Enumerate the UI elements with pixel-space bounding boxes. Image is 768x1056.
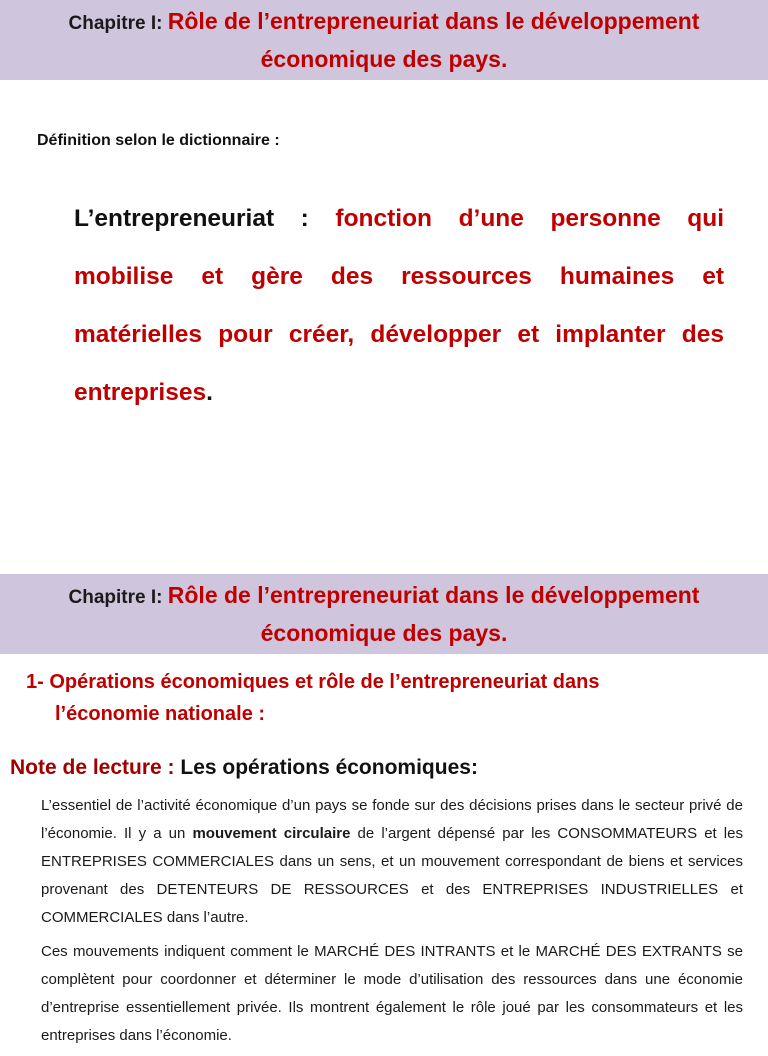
definition-text: fonction d’une personne qui mobilise et gère des ressources humaines et matérielles pour créer, développer et implanter des entreprises xyxy=(74,205,725,406)
slide-2-title-main-2: économique des pays. xyxy=(260,620,508,646)
body-text xyxy=(41,792,743,1056)
slide-2-title-line-1 xyxy=(0,578,768,616)
note-label: Note de lecture : xyxy=(10,756,181,779)
paragraph-1-part-b: de l’argent dépensé par les CONSOMMATEURS et les ENTREPRISES COMMERCIALES dans un sens, et un mouvement correspondant de biens et services provenant des DETENTEURS DE RESSOURCES et des ENTREPRISES INDUSTRIELLES et COMMERCIALES dans l’autre. xyxy=(41,825,743,926)
definition-period: . xyxy=(206,379,213,406)
slide-1-title-main-2: économique des pays. xyxy=(260,46,508,72)
slide-2-title-bar xyxy=(0,574,768,654)
note-de-lecture xyxy=(10,754,478,782)
slide-1-title-prefix: Chapitre I: xyxy=(68,13,168,34)
paragraph-2: Ces mouvements indiquent comment le MARCHÉ DES INTRANTS et le MARCHÉ DES EXTRANTS se complètent pour coordonner et déterminer le mode d’utilisation des ressources dans une économie d’entreprise essentiellement privée. Ils montrent également le rôle joué par les consommateurs et les entreprises dans l’économie. xyxy=(41,943,743,1044)
definition-term: L’entrepreneuriat : xyxy=(74,205,336,232)
section-heading xyxy=(26,666,746,730)
section-heading-line-2: l’économie nationale : xyxy=(55,703,266,725)
slide-1-title-main: Rôle de l’entrepreneuriat dans le développement xyxy=(167,8,700,34)
definition-block xyxy=(74,190,724,422)
paragraph-1-bold: mouvement circulaire xyxy=(192,825,351,842)
slide-2-title-main: Rôle de l’entrepreneuriat dans le développement xyxy=(167,582,700,608)
slide-2-title-prefix: Chapitre I: xyxy=(68,587,168,608)
note-text: Les opérations économiques: xyxy=(180,756,478,779)
slide-1-title-bar xyxy=(0,0,768,80)
paragraph-1-part-a: L’essentiel de l’activité économique d’un pays se fonde sur des décisions prises dans le secteur privé de l’économie. Il y a un xyxy=(41,797,743,842)
dictionary-label: Définition selon le dictionnaire : xyxy=(37,132,280,149)
slide-1-title-line-2 xyxy=(0,42,768,80)
slide-1-title-line-1 xyxy=(0,4,768,42)
slide-2-title-line-2 xyxy=(0,616,768,654)
paragraph-1 xyxy=(41,792,743,932)
slide-2 xyxy=(0,574,768,1044)
section-heading-line-1: 1- Opérations économiques et rôle de l’entrepreneuriat dans xyxy=(26,671,600,693)
